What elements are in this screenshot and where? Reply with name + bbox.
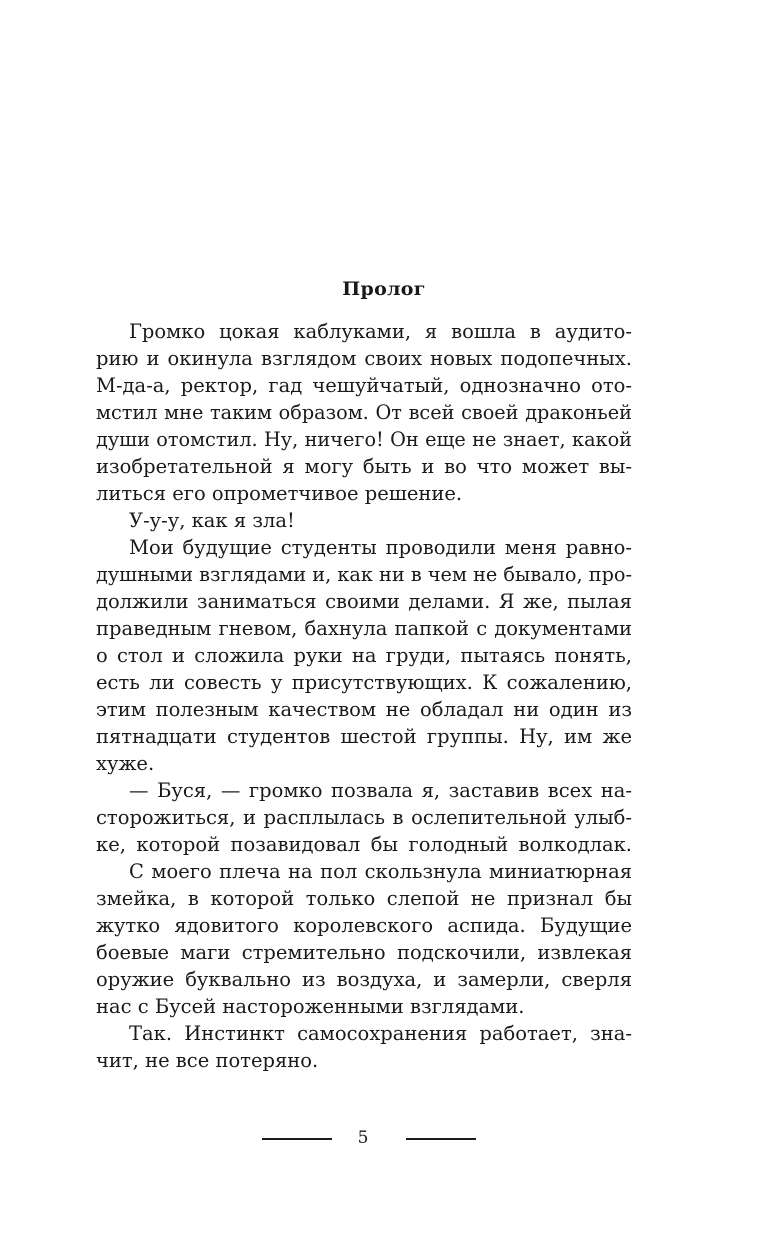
text-line: пятнадцати студентов шестой группы. Ну, им же <box>96 725 632 748</box>
text-line: боевые маги стремительно подскочили, извлекая <box>96 941 632 964</box>
text-line: Так. Инстинкт самосохранения работает, зна- <box>129 1022 632 1045</box>
page-number: 5 <box>357 1128 369 1148</box>
text-line: рию и окинула взглядом своих новых подопечных. <box>96 347 632 370</box>
body-text <box>96 318 632 1074</box>
text-line: ке, которой позавидовал бы голодный волкодлак. <box>96 833 632 856</box>
text-line: сторожиться, и расплылась в ослепительной улыб- <box>96 806 632 829</box>
footer-rule-left <box>262 1138 332 1140</box>
text-line: должили заниматься своими делами. Я же, пылая <box>96 590 632 613</box>
text-line: этим полезным качеством не обладал ни один из <box>96 698 632 721</box>
text-line: У-у-у, как я зла! <box>129 509 295 532</box>
text-line: С моего плеча на пол скользнула миниатюрная <box>129 860 632 883</box>
text-line: чит, не все потеряно. <box>96 1049 319 1072</box>
text-line: хуже. <box>96 752 155 775</box>
text-line: праведным гневом, бахнула папкой с документами <box>96 617 632 640</box>
text-line: есть ли совесть у присутствующих. К сожалению, <box>96 671 632 694</box>
chapter-title: Пролог <box>342 278 426 300</box>
text-line: Громко цокая каблуками, я вошла в аудито- <box>129 320 632 343</box>
text-line: души отомстил. Ну, ничего! Он еще не знает, какой <box>96 428 632 451</box>
text-line: оружие буквально из воздуха, и замерли, сверля <box>96 968 632 991</box>
text-line: литься его опрометчивое решение. <box>96 482 463 505</box>
text-line: душными взглядами и, как ни в чем не бывало, про- <box>96 563 632 586</box>
text-line: — Буся, — громко позвала я, заставив всех на- <box>129 779 632 802</box>
text-line: М-да-а, ректор, гад чешуйчатый, однозначно ото- <box>96 374 632 397</box>
text-line: Мои будущие студенты проводили меня равно- <box>129 536 632 559</box>
footer-rule-right <box>406 1138 476 1140</box>
text-line: мстил мне таким образом. От всей своей драконьей <box>96 401 632 424</box>
text-line: змейка, в которой только слепой не признал бы <box>96 887 632 910</box>
page-footer <box>0 1126 768 1152</box>
text-line: о стол и сложила руки на груди, пытаясь понять, <box>96 644 632 667</box>
text-line: изобретательной я могу быть и во что может вы- <box>96 455 632 478</box>
text-line: нас с Бусей настороженными взглядами. <box>96 995 525 1018</box>
text-line: жутко ядовитого королевского аспида. Будущие <box>96 914 632 937</box>
